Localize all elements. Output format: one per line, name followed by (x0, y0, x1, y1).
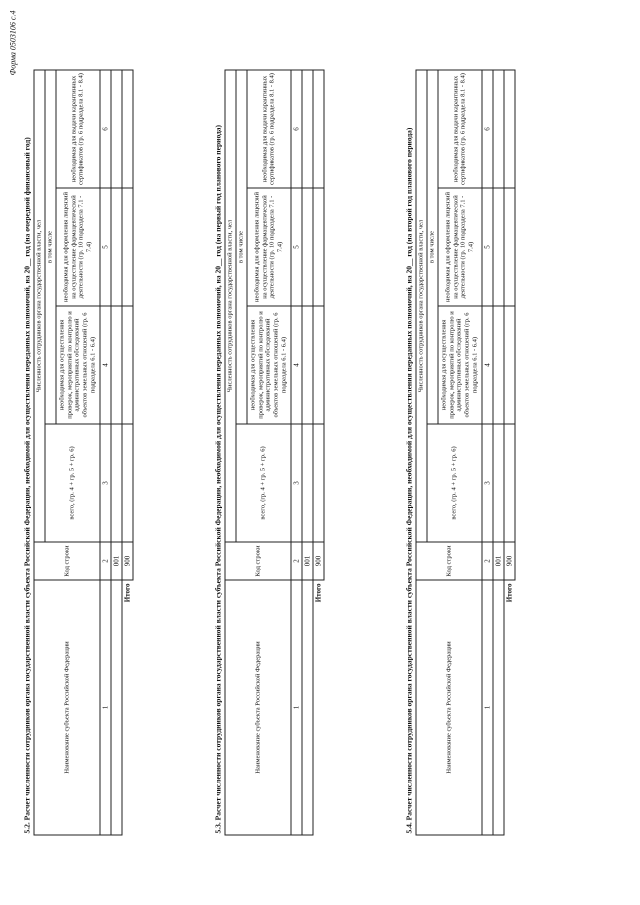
col-number: 6 (99, 70, 110, 188)
col4-header: необходимая для осуществления проверок, мероприятий по контролю и административных обследований объектов земельных отношений (гр. 6 подраздела 6.1 - 6.4) (55, 306, 99, 424)
cell-value[interactable] (492, 70, 503, 188)
staff-table (33, 69, 133, 835)
cell-value[interactable] (122, 424, 133, 542)
row-code: 900 (313, 542, 324, 580)
section-5-4 (404, 70, 515, 835)
section-title: 5.2. Расчет численности сотрудников органа государственной власти субъекта Российской Федерации, необходимой для осуществления переданных полномочий, на 20__ год (на очередной финансовый год) (22, 136, 31, 833)
cell-value[interactable] (301, 424, 312, 542)
cell-value[interactable] (504, 306, 515, 424)
incl-header: в том числе (427, 70, 438, 424)
col-name-header: Наименование субъекта Российской Федерации (34, 580, 100, 835)
section-5-2 (22, 70, 133, 835)
col5-header: необходимая для оформления лицензий на осуществление фармацевтической деятельности (гр. 10 подраздела 7.1 - 7.4) (246, 188, 290, 306)
cell-value[interactable] (504, 424, 515, 542)
col-code-header: Код строки (34, 542, 100, 580)
col-total-header: всего, (гр. 4 + гр. 5 + гр. 6) (427, 424, 482, 542)
cell-value[interactable] (110, 306, 121, 424)
incl-header: в том числе (45, 70, 56, 424)
staff-header: Численность сотрудников органа государственной власти, чел (416, 70, 427, 542)
col5-header: необходимая для оформления лицензий на осуществление фармацевтической деятельности (гр. 10 подраздела 7.1 - 7.4) (437, 188, 481, 306)
cell-value[interactable] (492, 424, 503, 542)
cell-name[interactable] (301, 580, 312, 835)
section-5-3 (213, 70, 324, 835)
col-number: 2 (290, 542, 301, 580)
col-number: 3 (99, 424, 110, 542)
staff-header: Численность сотрудников органа государственной власти, чел (34, 70, 45, 542)
cell-value[interactable] (504, 188, 515, 306)
col-number: 2 (481, 542, 492, 580)
row-code: 900 (504, 542, 515, 580)
cell-value[interactable] (301, 306, 312, 424)
cell-value[interactable] (313, 424, 324, 542)
staff-table (224, 69, 324, 835)
col-number: 5 (481, 188, 492, 306)
col-number: 6 (481, 70, 492, 188)
staff-header: Численность сотрудников органа государственной власти, чел (225, 70, 236, 542)
cell-value[interactable] (492, 306, 503, 424)
cell-value[interactable] (313, 70, 324, 188)
col-number: 4 (481, 306, 492, 424)
cell-value[interactable] (110, 188, 121, 306)
col-total-header: всего, (гр. 4 + гр. 5 + гр. 6) (45, 424, 100, 542)
cell-value[interactable] (492, 188, 503, 306)
incl-header: в том числе (236, 70, 247, 424)
col-number: 5 (290, 188, 301, 306)
cell-value[interactable] (122, 306, 133, 424)
cell-value[interactable] (313, 306, 324, 424)
cell-value[interactable] (301, 188, 312, 306)
col-number: 6 (290, 70, 301, 188)
col-number: 1 (290, 580, 301, 835)
total-label: Итого (314, 583, 323, 602)
cell-value[interactable] (301, 70, 312, 188)
total-label: Итого (505, 583, 514, 602)
col6-header: необходимая для выдачи карантинных сертификатов (гр. 6 подраздела 8.1 - 8.4) (437, 70, 481, 188)
col6-header: необходимая для выдачи карантинных сертификатов (гр. 6 подраздела 8.1 - 8.4) (246, 70, 290, 188)
cell-value[interactable] (122, 188, 133, 306)
col4-header: необходимая для осуществления проверок, мероприятий по контролю и административных обследований объектов земельных отношений (гр. 6 подраздела 6.1 - 6.4) (437, 306, 481, 424)
col-number: 1 (481, 580, 492, 835)
col-name-header: Наименование субъекта Российской Федерации (416, 580, 482, 835)
form-code: Форма 0503106 с.4 (8, 10, 17, 75)
total-label: Итого (123, 583, 132, 602)
col-name-header: Наименование субъекта Российской Федерации (225, 580, 291, 835)
cell-name[interactable] (492, 580, 503, 835)
cell-value[interactable] (110, 70, 121, 188)
col-number: 3 (481, 424, 492, 542)
cell-value[interactable] (504, 70, 515, 188)
col-total-header: всего, (гр. 4 + гр. 5 + гр. 6) (236, 424, 291, 542)
col-code-header: Код строки (225, 542, 291, 580)
cell-value[interactable] (110, 424, 121, 542)
cell-name[interactable] (110, 580, 121, 835)
row-code: 001 (492, 542, 503, 580)
col4-header: необходимая для осуществления проверок, мероприятий по контролю и административных обследований объектов земельных отношений (гр. 6 подраздела 6.1 - 6.4) (246, 306, 290, 424)
col-number: 5 (99, 188, 110, 306)
col-number: 1 (99, 580, 110, 835)
cell-value[interactable] (122, 70, 133, 188)
row-code: 001 (110, 542, 121, 580)
section-title: 5.4. Расчет численности сотрудников органа государственной власти субъекта Российской Федерации, необходимой для осуществления переданных полномочий, на 20__ год (на второй год планового периода) (404, 127, 413, 833)
staff-table (415, 69, 515, 835)
col-number: 2 (99, 542, 110, 580)
col5-header: необходимая для оформления лицензий на осуществление фармацевтической деятельности (гр. 10 подраздела 7.1 - 7.4) (55, 188, 99, 306)
section-title: 5.3. Расчет численности сотрудников органа государственной власти субъекта Российской Федерации, необходимой для осуществления переданных полномочий, на 20__ год (на первый год планового периода) (213, 124, 222, 833)
col6-header: необходимая для выдачи карантинных сертификатов (гр. 6 подраздела 8.1 - 8.4) (55, 70, 99, 188)
col-number: 4 (99, 306, 110, 424)
row-code: 001 (301, 542, 312, 580)
col-number: 3 (290, 424, 301, 542)
col-number: 4 (290, 306, 301, 424)
row-code: 900 (122, 542, 133, 580)
cell-value[interactable] (313, 188, 324, 306)
col-code-header: Код строки (416, 542, 482, 580)
